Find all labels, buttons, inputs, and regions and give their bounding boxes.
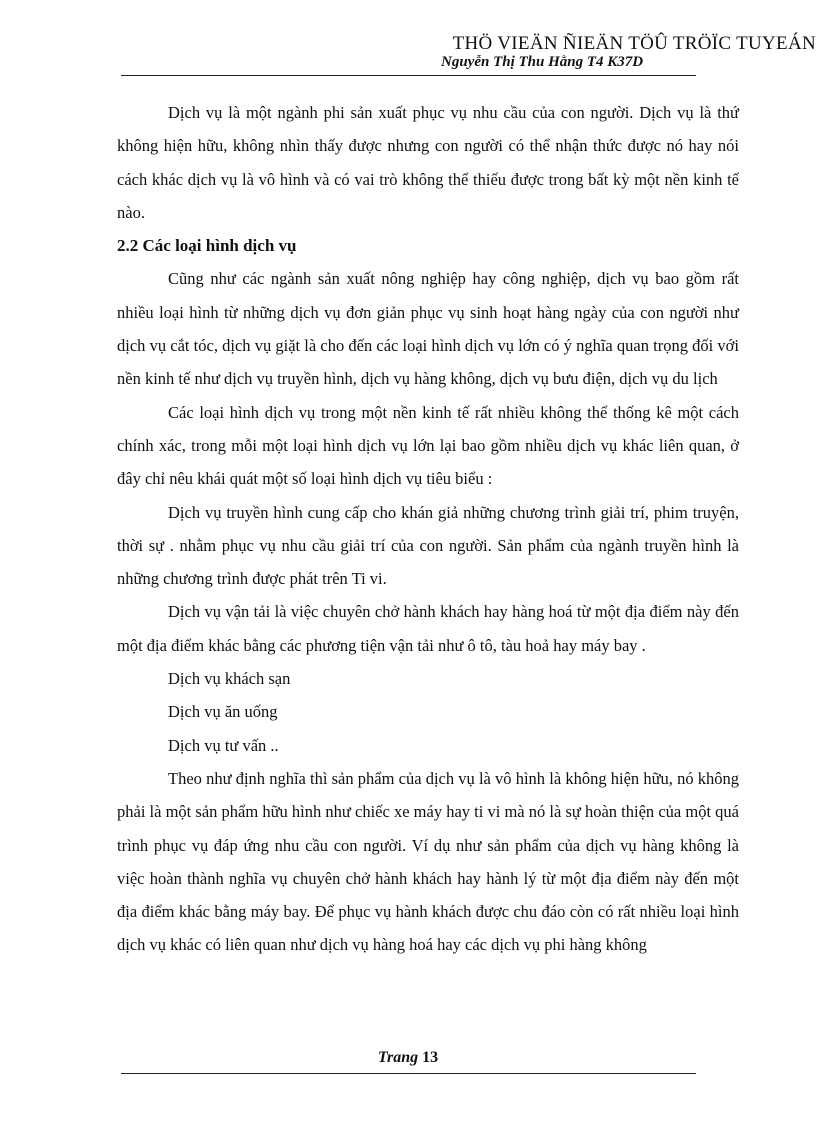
paragraph-definition: Theo như định nghĩa thì sản phẩm của dịch vụ là vô hình là không hiện hữu, nó không phải là một sản phẩm hữu hình như chiếc xe máy hay ti vi mà nó là sự hoàn thiện của một quá trình phục vụ đáp ứng nhu cầu con người. Ví dụ như sản phẩm của dịch vụ hàng không là việc hoàn thành nghĩa vụ chuyên chở hành khách hay hành lý từ một địa điểm này đến một địa điểm khác bằng máy bay. Để phục vụ hành khách được chu đáo còn có rất nhiều loại hình dịch vụ khác có liên quan như dịch vụ hàng hoá hay các dịch vụ phi hàng không (117, 768, 739, 955)
page-label: Trang (377, 1049, 419, 1066)
section-heading: 2.2 Các loại hình dịch vụ (117, 236, 297, 256)
header-divider (121, 75, 696, 76)
footer-divider (121, 1073, 696, 1074)
page-footer (0, 1049, 816, 1067)
list-item: Dịch vụ khách sạn (168, 669, 291, 689)
paragraph-transport: Dịch vụ vận tải là việc chuyên chở hành khách hay hàng hoá từ một địa điểm này đến một địa điểm khác bằng các phương tiện vận tải như ô tô, tàu hoả hay máy bay . (117, 602, 739, 655)
page-body (117, 96, 739, 962)
paragraph-service-overview: Các loại hình dịch vụ trong một nền kinh tế rất nhiều không thể thống kê một cách chính xác, trong mỗi một loại hình dịch vụ lớn lại bao gồm nhiều dịch vụ khác liên quan, ở đây chỉ nêu khái quát một số loại hình dịch vụ tiêu biểu : (117, 402, 739, 489)
list-item: Dịch vụ ăn uống (168, 702, 278, 722)
page-number: 13 (422, 1049, 439, 1066)
list-item: Dịch vụ tư vấn .. (168, 735, 279, 755)
paragraph-television: Dịch vụ truyền hình cung cấp cho khán giả những chương trình giải trí, phim truyện, thời sự . nhằm phục vụ nhu cầu giải trí của con người. Sản phẩm của ngành truyền hình là những chương trình được phát trên Ti vi. (117, 502, 739, 589)
header-author: Nguyễn Thị Thu Hằng T4 K37D (441, 54, 644, 70)
paragraph-intro: Dịch vụ là một ngành phi sản xuất phục vụ nhu cầu của con người. Dịch vụ là thứ không hiện hữu, không nhìn thấy được nhưng con người có thể nhận thức được nó hay nói cách khác dịch vụ là vô hình và có vai trò không thể thiếu được trong bất kỳ một nền kinh tế nào. (117, 103, 739, 222)
header-library-name: THÖ VIEÄN ÑIEÄN TÖÛ TRÖÏC TUYEÁN (452, 33, 816, 54)
paragraph-service-types: Cũng như các ngành sản xuất nông nghiệp hay công nghiệp, dịch vụ bao gồm rất nhiều loại hình từ những dịch vụ đơn giản phục vụ sinh hoạt hàng ngày của con người như dịch vụ cắt tóc, dịch vụ giặt là cho đến các loại hình dịch vụ lớn có ý nghĩa quan trọng đối với nền kinh tế như dịch vụ truyền hình, dịch vụ hàng không, dịch vụ bưu điện, dịch vụ du lịch (117, 269, 739, 389)
